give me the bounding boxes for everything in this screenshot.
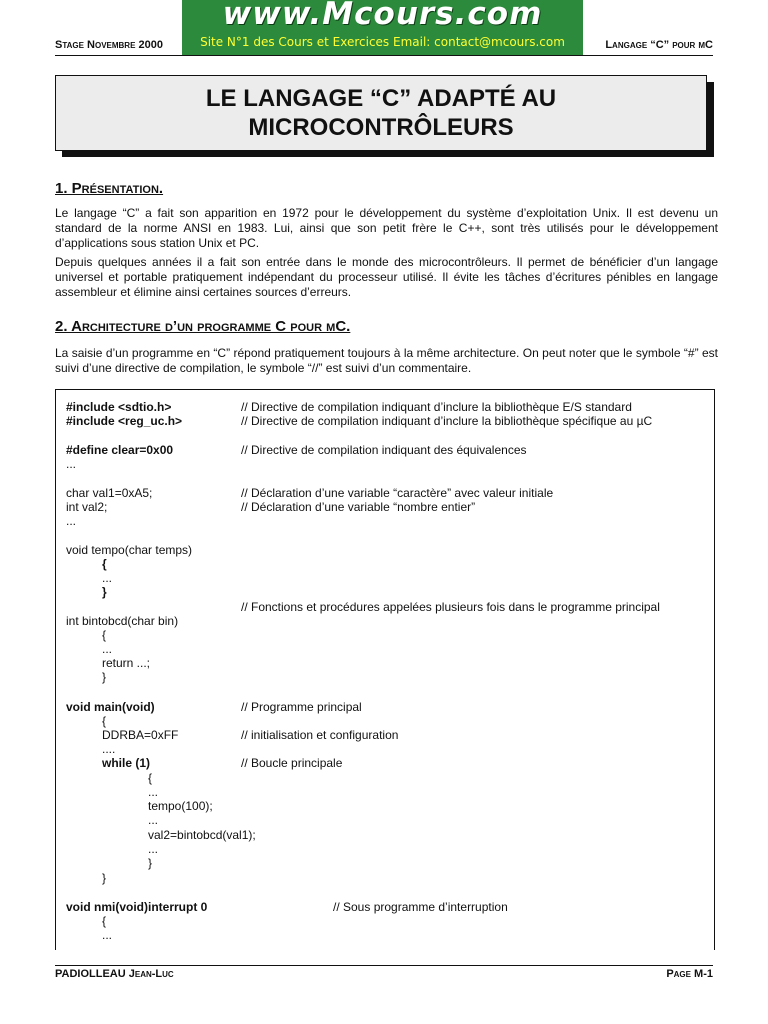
code-listing <box>55 389 715 950</box>
code-comment: // Déclaration d’une variable “nombre entier” <box>241 500 476 514</box>
footer-rule <box>55 965 713 966</box>
code-line: ... <box>66 514 77 528</box>
code-line: #include <sdtio.h> <box>66 400 172 414</box>
code-line: while (1) <box>102 756 151 770</box>
section-1-paragraph-2: Depuis quelques années il a fait son entrée dans le monde des microcontrôleurs. Il permet de bénéficier d’un langage universel et portable pratiquement indépendant du processeur utilisé. Il évite les tâches d’écritures pénibles en langage assembleur et élimine ainsi certaines sources d’erreurs. <box>55 255 718 299</box>
banner-tagline: Site N°1 des Cours et Exercices Email: contact@mcours.com <box>200 35 565 49</box>
footer-author: PADIOLLEAU Jean-Luc <box>55 968 174 980</box>
code-line: ... <box>102 571 113 585</box>
document-title <box>206 84 556 142</box>
section-1-heading: 1. Présentation. <box>55 180 164 197</box>
code-line: ... <box>66 457 77 471</box>
code-comment: // Déclaration d’une variable “caractère” avec valeur initiale <box>241 486 554 500</box>
code-line: DDRBA=0xFF <box>102 728 179 742</box>
title-line-2: MICROCONTRÔLEURS <box>248 114 514 141</box>
code-line: ... <box>102 642 113 656</box>
code-comment: // initialisation et configuration <box>241 728 399 742</box>
code-comment: // Boucle principale <box>241 756 343 770</box>
code-comment: // Programme principal <box>241 700 362 714</box>
code-line: char val1=0xA5; <box>66 486 153 500</box>
banner-url[interactable]: www.Mcours.com <box>222 0 543 32</box>
code-line: { <box>102 714 107 728</box>
code-comment: // Sous programme d’interruption <box>333 900 508 914</box>
code-comment: // Directive de compilation indiquant d’inclure la bibliothèque spécifique au µC <box>241 414 653 428</box>
code-line: { <box>102 557 107 571</box>
code-line: int bintobcd(char bin) <box>66 614 179 628</box>
code-line: { <box>102 914 107 928</box>
code-line: { <box>102 628 107 642</box>
code-line: ... <box>148 842 159 856</box>
code-line: int val2; <box>66 500 108 514</box>
code-line: } <box>102 871 107 885</box>
code-comment: // Fonctions et procédures appelées plusieurs fois dans le programme principal <box>241 600 660 614</box>
header-right: Langage “C” pour µC <box>605 39 713 51</box>
code-line: ... <box>148 813 159 827</box>
code-line: ... <box>102 928 113 942</box>
code-line: void tempo(char temps) <box>66 543 193 557</box>
code-line: .... <box>102 742 116 756</box>
code-line: val2=bintobcd(val1); <box>148 828 256 842</box>
title-box <box>55 75 707 151</box>
code-line: #include <reg_uc.h> <box>66 414 183 428</box>
header-left: Stage Novembre 2000 <box>55 39 163 51</box>
header-rule <box>55 55 713 56</box>
section-2-paragraph: La saisie d’un programme en “C” répond pratiquement toujours à la même architecture. On peut noter que le symbole “#” est suivi d’une directive de compilation, le symbole “//” est suivi d’un commentaire. <box>55 346 718 375</box>
footer-page-number: Page M-1 <box>666 968 713 980</box>
code-line: void main(void) <box>66 700 155 714</box>
code-line: #define clear=0x00 <box>66 443 174 457</box>
code-line: ... <box>148 785 159 799</box>
code-line: tempo(100); <box>148 799 213 813</box>
section-1-paragraph-1: Le langage “C” a fait son apparition en 1972 pour le développement du système d’exploitation Unix. Il est devenu un standard de la norme ANSI en 1983. Lui, ainsi que son petit frère le C++, sont très utilisés pour le développement d’applications sous station Unix et PC. <box>55 206 718 250</box>
code-line: } <box>102 670 107 684</box>
code-comment: // Directive de compilation indiquant des équivalences <box>241 443 527 457</box>
site-banner[interactable] <box>182 0 583 56</box>
code-line: } <box>102 585 107 599</box>
title-line-1: LE LANGAGE “C” ADAPTÉ AU <box>205 85 557 112</box>
code-line: void nmi(void)interrupt 0 <box>66 900 208 914</box>
code-line: { <box>148 771 153 785</box>
code-line: return ...; <box>102 656 151 670</box>
code-line: } <box>148 856 153 870</box>
code-comment: // Directive de compilation indiquant d’inclure la bibliothèque E/S standard <box>241 400 632 414</box>
section-2-heading: 2. Architecture d’un programme C pour µC. <box>55 318 351 335</box>
